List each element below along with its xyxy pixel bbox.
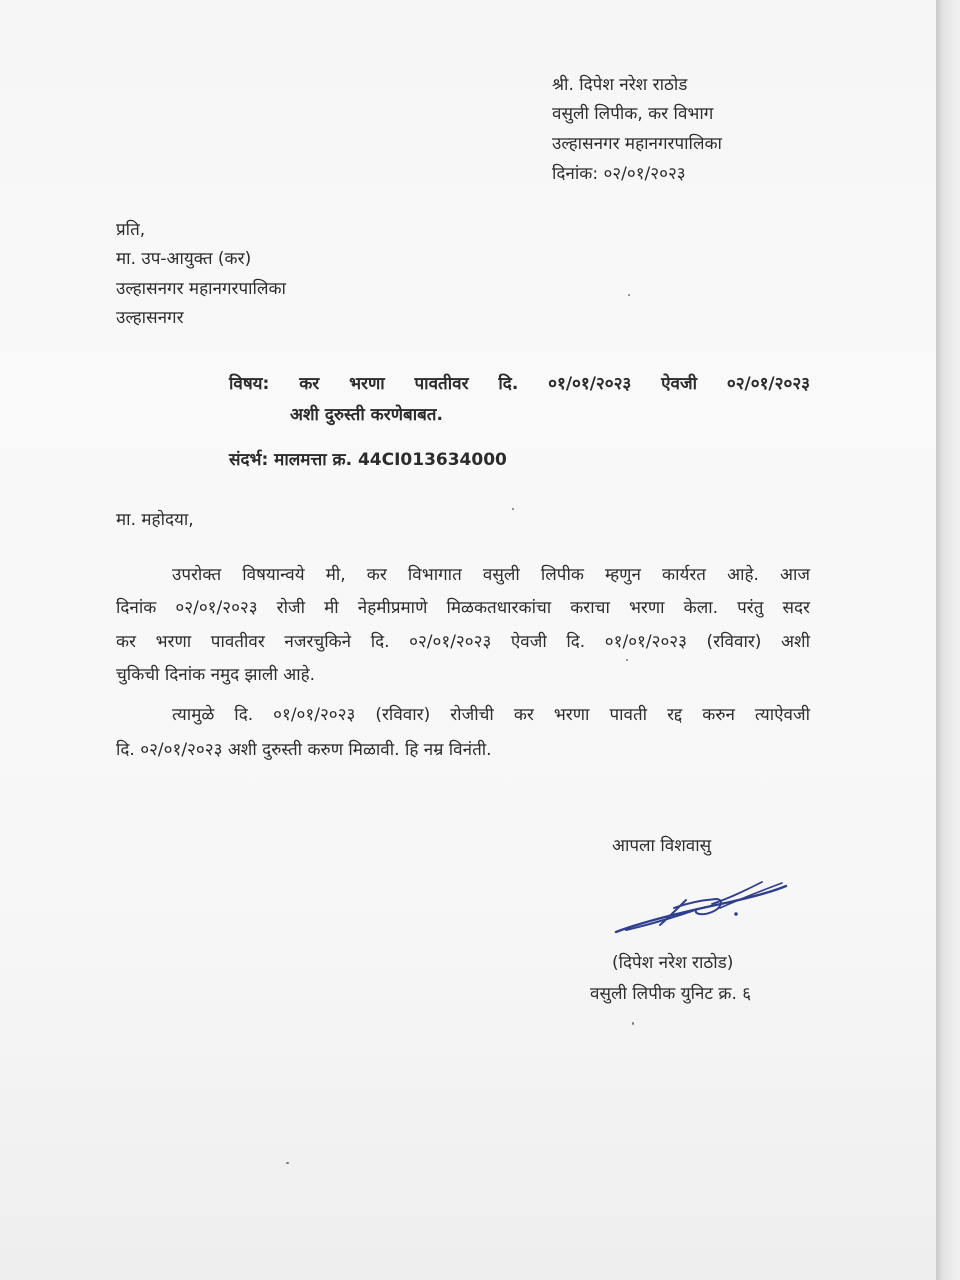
subject-line-1: विषय: कर भरणा पावतीवर दि. ०१/०१/२०२३ ऐवजी ०२/०१/२०२३ — [229, 374, 810, 394]
subject-line-2: अशी दुरुस्ती करणेबाबत. — [290, 405, 443, 425]
recipient-city: उल्हासनगर — [116, 308, 184, 328]
paper-speck — [286, 1162, 289, 1164]
paragraph-1-line-3: कर भरणा पावतीवर नजरचुकिने दि. ०२/०१/२०२३ ऐवजी दि. ०१/०१/२०२३ (रविवार) अशी — [116, 632, 810, 652]
closing-phrase: आपला विशवासु — [612, 836, 712, 856]
paper-speck — [628, 294, 630, 296]
signatory-name: (दिपेश नरेश राठोड) — [612, 953, 734, 973]
paragraph-2-line-2: दि. ०२/०१/२०२३ अशी दुरुस्ती करुण मिळावी. हि नम्र विनंती. — [116, 740, 492, 760]
paragraph-2-line-1: त्यामुळे दि. ०१/०१/२०२३ (रविवार) रोजीची कर भरणा पावती रद्द करुन त्याऐवजी — [172, 705, 810, 725]
recipient-designation: मा. उप-आयुक्त (कर) — [116, 249, 252, 269]
recipient-prefix: प्रति, — [116, 220, 146, 240]
signatory-designation: वसुली लिपीक युनिट क्र. ६ — [590, 984, 752, 1004]
paper-edge-shadow — [936, 0, 960, 1280]
sender-organization: उल्हासनगर महानगरपालिका — [552, 134, 722, 154]
sender-name: श्री. दिपेश नरेश राठोड — [552, 75, 688, 95]
paragraph-1-line-4: चुकिची दिनांक नमुद झाली आहे. — [116, 665, 316, 685]
paper-speck — [632, 1022, 634, 1025]
reference-line: संदर्भ: मालमत्ता क्र. 44CI013634000 — [229, 450, 507, 470]
paper-speck — [512, 508, 514, 510]
paragraph-1-line-2: दिनांक ०२/०१/२०२३ रोजी मी नेहमीप्रमाणे मिळकतधारकांचा कराचा भरणा केला. परंतु सदर — [116, 598, 810, 618]
paper-speck — [626, 659, 628, 661]
letter-date: दिनांक: ०२/०१/२०२३ — [552, 164, 686, 184]
sender-designation: वसुली लिपीक, कर विभाग — [552, 104, 714, 124]
recipient-organization: उल्हासनगर महानगरपालिका — [116, 279, 286, 299]
handwritten-signature — [612, 878, 792, 940]
paragraph-1-line-1: उपरोक्त विषयान्वये मी, कर विभागात वसुली लिपीक म्हणुन कार्यरत आहे. आज — [172, 565, 810, 585]
salutation: मा. महोदया, — [116, 510, 194, 530]
